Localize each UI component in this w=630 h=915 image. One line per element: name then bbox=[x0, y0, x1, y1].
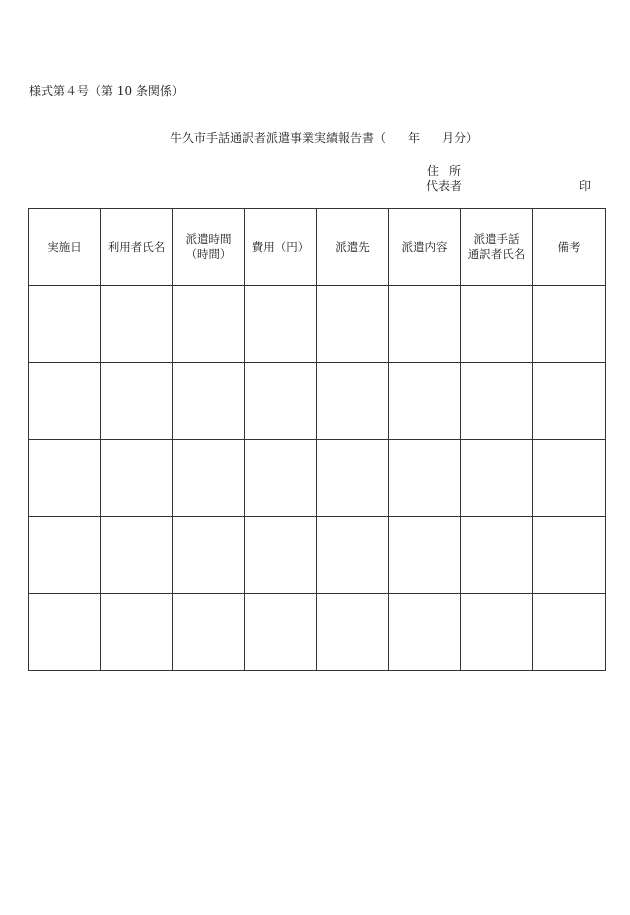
table-cell[interactable] bbox=[29, 594, 101, 671]
table-cell[interactable] bbox=[101, 517, 173, 594]
seal-mark: 印 bbox=[579, 179, 592, 193]
table-cell[interactable] bbox=[173, 440, 245, 517]
report-title-year-unit: 年 bbox=[408, 131, 421, 145]
table-cell[interactable] bbox=[533, 286, 606, 363]
table-cell[interactable] bbox=[533, 440, 606, 517]
table-cell[interactable] bbox=[533, 363, 606, 440]
col-header-content: 派遣内容 bbox=[389, 209, 461, 286]
table-cell[interactable] bbox=[245, 286, 317, 363]
table-cell[interactable] bbox=[173, 517, 245, 594]
table-cell[interactable] bbox=[461, 286, 533, 363]
table-cell[interactable] bbox=[173, 286, 245, 363]
table-cell[interactable] bbox=[317, 440, 389, 517]
table-row bbox=[29, 363, 606, 440]
table-cell[interactable] bbox=[533, 594, 606, 671]
col-header-destination: 派遣先 bbox=[317, 209, 389, 286]
table-row bbox=[29, 286, 606, 363]
table-row bbox=[29, 594, 606, 671]
table-cell[interactable] bbox=[29, 517, 101, 594]
table-cell[interactable] bbox=[245, 363, 317, 440]
table-cell[interactable] bbox=[461, 440, 533, 517]
table-cell[interactable] bbox=[245, 440, 317, 517]
table-cell[interactable] bbox=[101, 594, 173, 671]
table-cell[interactable] bbox=[173, 363, 245, 440]
table-cell[interactable] bbox=[389, 286, 461, 363]
report-title-main: 牛久市手話通訳者派遣事業実績報告書（ bbox=[170, 131, 387, 145]
table-cell[interactable] bbox=[29, 286, 101, 363]
table-cell[interactable] bbox=[29, 440, 101, 517]
table-cell[interactable] bbox=[461, 363, 533, 440]
table-cell[interactable] bbox=[245, 517, 317, 594]
report-title bbox=[170, 131, 478, 145]
table-cell[interactable] bbox=[101, 286, 173, 363]
table-cell[interactable] bbox=[389, 594, 461, 671]
table-cell[interactable] bbox=[461, 517, 533, 594]
report-title-month-unit: 月分） bbox=[442, 131, 479, 145]
table-header-row bbox=[29, 209, 606, 286]
table-cell[interactable] bbox=[29, 363, 101, 440]
table-row bbox=[29, 517, 606, 594]
report-table bbox=[28, 208, 606, 671]
table-row bbox=[29, 440, 606, 517]
table-cell[interactable] bbox=[317, 594, 389, 671]
col-header-dispatch-hours: 派遣時間 （時間） bbox=[173, 209, 245, 286]
table-cell[interactable] bbox=[389, 440, 461, 517]
table-cell[interactable] bbox=[389, 363, 461, 440]
col-header-interpreter-name: 派遣手話 通訳者氏名 bbox=[461, 209, 533, 286]
table-cell[interactable] bbox=[101, 363, 173, 440]
table-cell[interactable] bbox=[245, 594, 317, 671]
table-cell[interactable] bbox=[533, 517, 606, 594]
col-header-cost: 費用（円） bbox=[245, 209, 317, 286]
col-header-user-name: 利用者氏名 bbox=[101, 209, 173, 286]
col-header-remarks: 備考 bbox=[533, 209, 606, 286]
table-cell[interactable] bbox=[173, 594, 245, 671]
col-header-date: 実施日 bbox=[29, 209, 101, 286]
table-body bbox=[29, 286, 606, 671]
representative-label: 代表者 bbox=[426, 179, 463, 193]
table-cell[interactable] bbox=[317, 517, 389, 594]
table-cell[interactable] bbox=[101, 440, 173, 517]
table-cell[interactable] bbox=[317, 286, 389, 363]
form-number: 様式第４号（第 10 条関係） bbox=[29, 84, 184, 98]
address-label: 住所 bbox=[427, 164, 472, 178]
table-cell[interactable] bbox=[317, 363, 389, 440]
table-cell[interactable] bbox=[389, 517, 461, 594]
table-cell[interactable] bbox=[461, 594, 533, 671]
